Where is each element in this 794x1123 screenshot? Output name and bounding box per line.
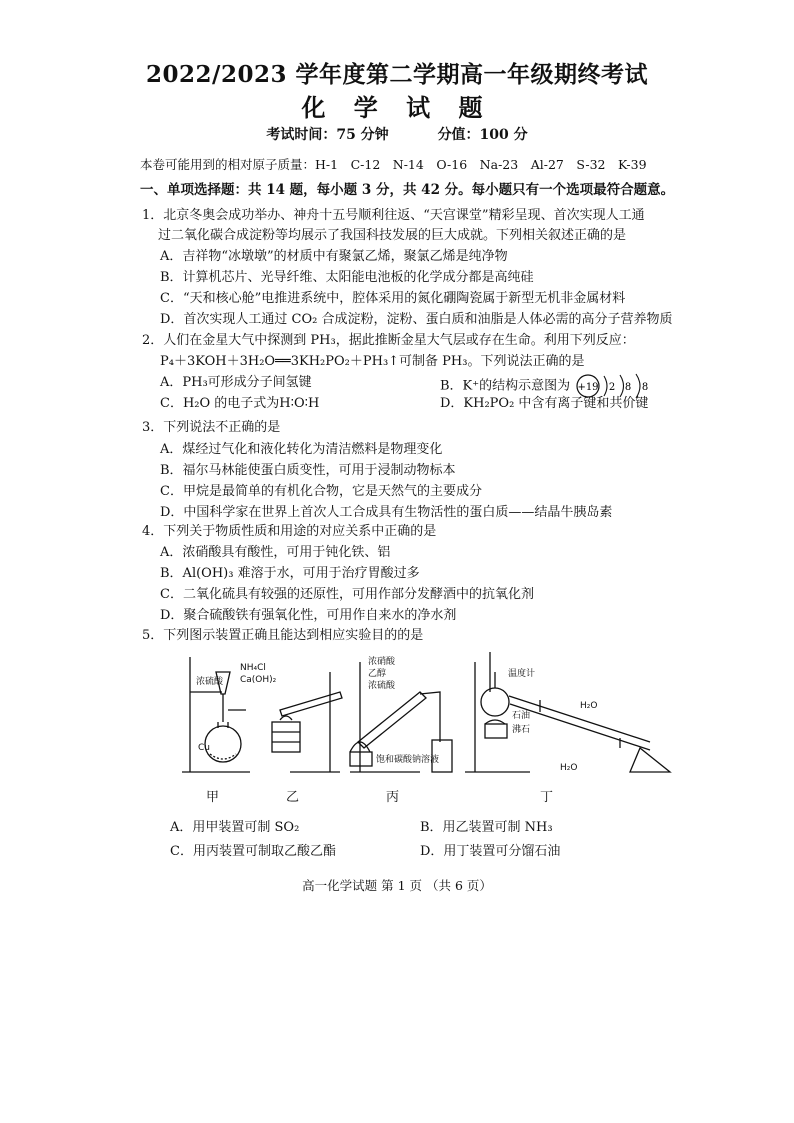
q1-option-d: D．首次实现人工通过 CO₂ 合成淀粉，淀粉、蛋白质和油脂是人体必需的高分子营养物质 [160, 312, 673, 327]
label-thermometer: 温度计 [508, 669, 536, 679]
q1-option-c: C．“天和核心舱”电推进系统中，腔体采用的氮化硼陶瓷属于新型无机非金属材料 [160, 291, 626, 306]
q2-stem-line1: 2．人们在金星大气中探测到 PH₃，据此推断金星大气层或存在生命。利用下列反应： [142, 333, 635, 348]
q2-option-b-text: B．K⁺的结构示意图为 [440, 378, 571, 394]
q5-option-d: D．用丁装置可分馏石油 [420, 844, 561, 859]
exam-title: 2022/2023 学年度第二学期高一年级期终考试 [146, 61, 648, 88]
figure-label-yi: 乙 [286, 790, 300, 805]
q5-option-b: B．用乙装置可制 NH₃ [420, 820, 553, 835]
q3-option-d: D．中国科学家在世界上首次人工合成具有生物活性的蛋白质——结晶牛胰岛素 [160, 505, 613, 520]
q5-option-a: A．用甲装置可制 SO₂ [170, 820, 300, 835]
label-sat-sodium-carbonate: 饱和碳酸钠溶液 [376, 755, 440, 765]
q1-option-a: A．吉祥物“冰墩墩”的材质中有聚氯乙烯，聚氯乙烯是纯净物 [160, 249, 508, 264]
q4-option-b: B．Al(OH)₃ 难溶于水，可用于治疗胃酸过多 [160, 566, 420, 581]
label-nh4cl: NH₄Cl [240, 663, 266, 673]
label-boiling-chips: 沸石 [512, 725, 531, 735]
section-heading: 一、单项选择题：共 14 题，每小题 3 分，共 42 分。每小题只有一个选项最符合题意。 [140, 182, 675, 198]
k-shell-1: 2 [609, 382, 616, 393]
k-shell-2: 8 [625, 382, 632, 393]
atomic-masses: 本卷可能用到的相对原子质量：H-1 C-12 N-14 O-16 Na-23 Al-27 S-32 K-39 [140, 157, 647, 172]
label-conc-sulfuric-acid-bing: 浓硫酸 [368, 681, 396, 691]
subject-title: 化 学 试 题 [301, 93, 493, 122]
q4-option-c: C．二氧化硫具有较强的还原性，可用作部分发酵酒中的抗氧化剂 [160, 587, 534, 602]
q1-option-b: B．计算机芯片、光导纤维、太阳能电池板的化学成分都是高纯硅 [160, 270, 534, 285]
q5-option-c: C．用丙装置可制取乙酸乙酯 [170, 844, 336, 859]
exam-score: 分值：100 分 [437, 127, 528, 143]
figure-label-ding: 丁 [540, 790, 554, 805]
q2-option-d: D．KH₂PO₂ 中含有离子键和共价键 [440, 396, 649, 411]
figure-label-bing: 丙 [386, 790, 400, 805]
k-nucleus-label: +19 [577, 382, 599, 393]
q2-stem-line2: P₄＋3KOH＋3H₂O══3KH₂PO₂＋PH₃↑可制备 PH₃。下列说法正确的是 [160, 354, 585, 369]
label-cu: Cu [198, 743, 210, 753]
page-footer: 高一化学试题 第 1 页 （共 6 页） [302, 878, 492, 893]
label-water-out: H₂O [580, 701, 598, 711]
q3-option-a: A．煤经过气化和液化转化为清洁燃料是物理变化 [160, 442, 443, 457]
label-caoh2: Ca(OH)₂ [240, 675, 277, 685]
q3-stem: 3．下列说法不正确的是 [142, 420, 281, 435]
q2-option-a: A．PH₃可形成分子间氢键 [160, 375, 312, 390]
q3-option-b: B．福尔马林能使蛋白质变性，可用于浸制动物标本 [160, 463, 456, 478]
q1-stem-line1: 1．北京冬奥会成功举办、神舟十五号顺利往返、“天宫课堂”精彩呈现、首次实现人工通 [142, 208, 645, 223]
apparatus-ding [465, 652, 670, 772]
q4-option-d: D．聚合硫酸铁有强氧化性，可用作自来水的净水剂 [160, 608, 457, 623]
q3-option-c: C．甲烷是最简单的有机化合物，它是天然气的主要成分 [160, 484, 482, 499]
label-ethanol: 乙醇 [368, 669, 387, 679]
exam-meta [0, 124, 794, 144]
q4-option-a: A．浓硝酸具有酸性，可用于钝化铁、铝 [160, 545, 391, 560]
q5-stem: 5．下列图示装置正确且能达到相应实验目的的是 [142, 628, 424, 643]
apparatus-yi [272, 672, 342, 772]
label-conc-nitric-acid: 浓硝酸 [368, 657, 396, 667]
q2-option-c: C．H₂O 的电子式为H∶O∶H [160, 396, 320, 411]
k-shell-3: 8 [642, 382, 649, 393]
apparatus-figure [180, 652, 680, 782]
figure-label-jia: 甲 [206, 790, 220, 805]
q4-stem: 4．下列关于物质性质和用途的对应关系中正确的是 [142, 524, 437, 539]
label-conc-sulfuric-acid-jia: 浓硫酸 [196, 677, 224, 687]
label-petroleum: 石油 [512, 711, 531, 721]
label-water-in: H₂O [560, 763, 578, 773]
exam-time: 考试时间：75 分钟 [266, 127, 389, 143]
q1-stem-line2: 过二氧化碳合成淀粉等均展示了我国科技发展的巨大成就。下列相关叙述正确的是 [158, 228, 627, 243]
